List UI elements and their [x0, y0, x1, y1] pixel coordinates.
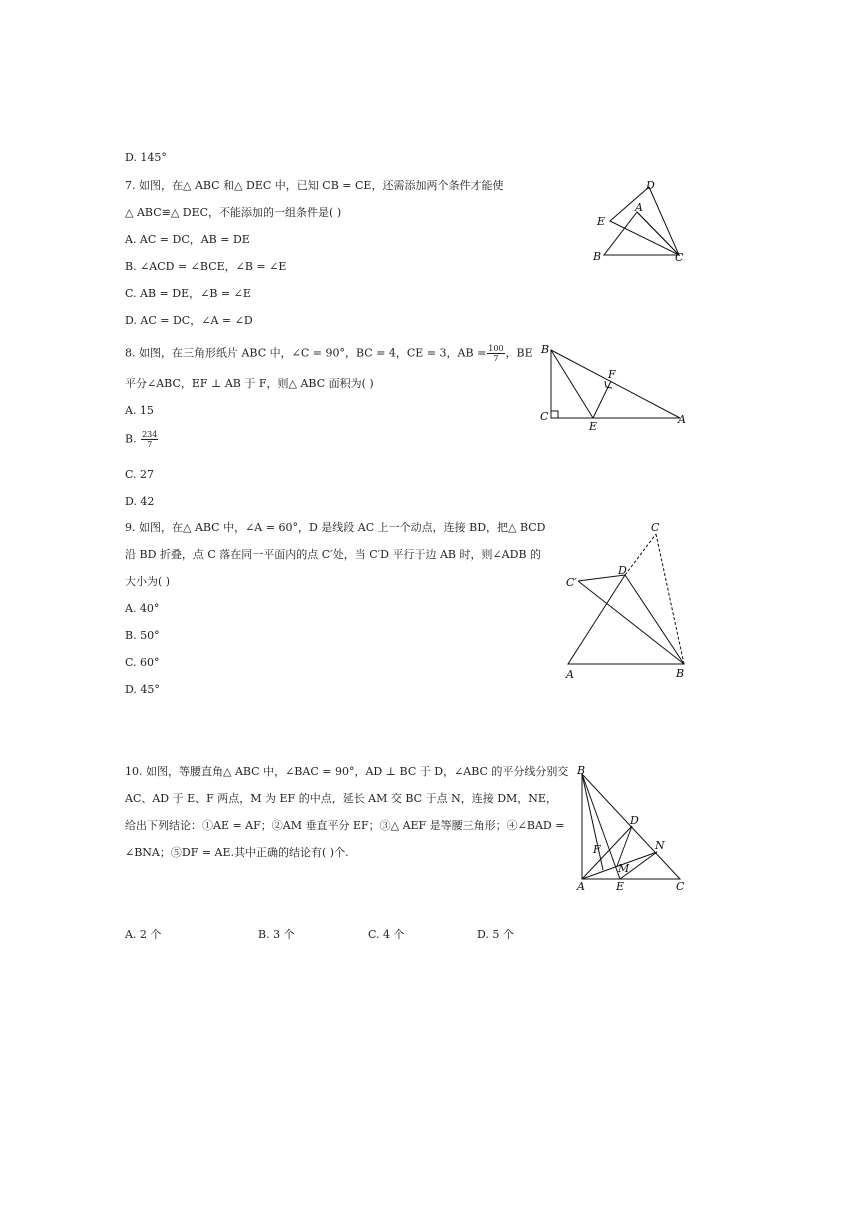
q8-label-b: B — [541, 343, 550, 356]
q10-stem-line2: AC、AD 于 E、F 两点，M 为 EF 的中点，延长 AM 交 BC 于点 N，连接 DM，NE， — [125, 792, 557, 805]
q10-label-e: E — [616, 880, 625, 893]
q10-option-c: C. 4 个 — [368, 928, 405, 941]
q7-triangle-abc — [604, 212, 679, 255]
q10-segment-dm — [617, 826, 632, 866]
q10-label-f: F — [593, 843, 601, 856]
q9-stem-line3: 大小为( ) — [125, 575, 171, 588]
q7-label-d: D — [646, 179, 655, 192]
q9-label-d: D — [618, 564, 627, 577]
q7-option-c: C. AB = DE，∠B = ∠E — [125, 287, 251, 300]
q6-option-d: D. 145° — [125, 151, 167, 164]
q7-option-b: B. ∠ACD = ∠BCE，∠B = ∠E — [125, 260, 287, 273]
q8-triangle-abc — [551, 350, 680, 418]
q8-stem-line1 — [125, 344, 533, 363]
q7-stem-line2: △ ABC≌△ DEC，不能添加的一组条件是( ) — [125, 206, 342, 219]
q9-stem-line2: 沿 BD 折叠，点 C 落在同一平面内的点 C′处，当 C′D 平行于边 AB 时，则∠ADB 的 — [125, 548, 542, 561]
q9-dashed-cb — [656, 534, 684, 664]
q7-label-b: B — [593, 250, 602, 263]
q7-label-e: E — [597, 215, 606, 228]
q9-stem-line1: 9. 如图，在△ ABC 中，∠A = 60°，D 是线段 AC 上一个动点，连接 BD，把△ BCD — [125, 521, 546, 534]
q8-label-c: C — [540, 410, 549, 423]
q8-option-b — [125, 430, 159, 449]
q10-option-a: A. 2 个 — [125, 928, 162, 941]
q8-right-angle-c — [551, 411, 558, 418]
q8-label-f: F — [608, 368, 616, 381]
q10-option-b: B. 3 个 — [258, 928, 295, 941]
q7-label-a: A — [635, 201, 643, 214]
q8-fraction-ab-numerator: 100 — [488, 344, 504, 353]
q9-dashed-dc — [625, 534, 656, 575]
q8-option-b-label: B. — [125, 432, 137, 446]
q8-option-b-numerator: 234 — [142, 430, 158, 439]
q10-label-b: B — [577, 764, 586, 777]
q9-option-d: D. 45° — [125, 683, 160, 696]
q8-stem-line2: 平分∠ABC，EF ⊥ AB 于 F，则△ ABC 面积为( ) — [125, 377, 374, 390]
q8-option-c: C. 27 — [125, 468, 155, 481]
q10-stem-line1: 10. 如图，等腰直角△ ABC 中，∠BAC = 90°，AD ⊥ BC 于 D，∠ABC 的平分线分别交 — [125, 765, 569, 778]
q8-option-b-fraction — [141, 430, 158, 449]
q9-label-b: B — [676, 667, 685, 680]
q9-label-cprime: C′ — [566, 576, 577, 589]
q7-stem-line1: 7. 如图，在△ ABC 和△ DEC 中，已知 CB = CE，还需添加两个条件才能使 — [125, 179, 504, 192]
q8-segment-ef — [593, 381, 611, 418]
q7-label-c: C — [675, 251, 684, 264]
q7-option-d: D. AC = DC，∠A = ∠D — [125, 314, 253, 327]
q9-option-b: B. 50° — [125, 629, 160, 642]
q9-option-c: C. 60° — [125, 656, 160, 669]
q10-label-c: C — [676, 880, 685, 893]
q7-segment-ca — [637, 212, 679, 255]
q10-stem-line4: ∠BNA；⑤DF = AE.其中正确的结论有( )个. — [125, 846, 349, 859]
q9-option-a: A. 40° — [125, 602, 160, 615]
q10-label-m: M — [618, 862, 630, 875]
q8-stem-line1-text: 8. 如图，在三角形纸片 ABC 中，∠C = 90°，BC = 4，CE = 3，AB = — [125, 346, 487, 360]
q10-segment-be — [582, 774, 620, 879]
q8-fraction-ab-denominator: 7 — [493, 354, 499, 363]
q8-fraction-ab — [487, 344, 504, 363]
q10-figure — [570, 762, 695, 897]
q10-stem-line3: 给出下列结论：①AE = AF；②AM 垂直平分 EF；③△ AEF 是等腰三角形；④∠BAD = — [125, 819, 565, 832]
q8-stem-line1-end: ，BE — [505, 346, 533, 360]
q7-option-a: A. AC = DC，AB = DE — [125, 233, 250, 246]
q9-label-a: A — [566, 668, 574, 681]
q8-option-b-denominator: 7 — [147, 440, 153, 449]
q9-figure — [560, 518, 700, 688]
q8-option-d: D. 42 — [125, 495, 155, 508]
q8-label-e: E — [589, 420, 598, 433]
q10-label-n: N — [655, 839, 665, 852]
q10-label-d: D — [630, 814, 639, 827]
q8-segment-be — [551, 350, 593, 418]
q10-label-a: A — [577, 880, 585, 893]
q7-figure — [585, 175, 695, 270]
q8-figure — [535, 340, 695, 435]
q9-segment-cprimeb — [578, 581, 684, 664]
q10-option-d: D. 5 个 — [477, 928, 514, 941]
q8-option-a: A. 15 — [125, 404, 154, 417]
q9-label-c: C — [651, 521, 660, 534]
q8-label-a: A — [678, 413, 686, 426]
